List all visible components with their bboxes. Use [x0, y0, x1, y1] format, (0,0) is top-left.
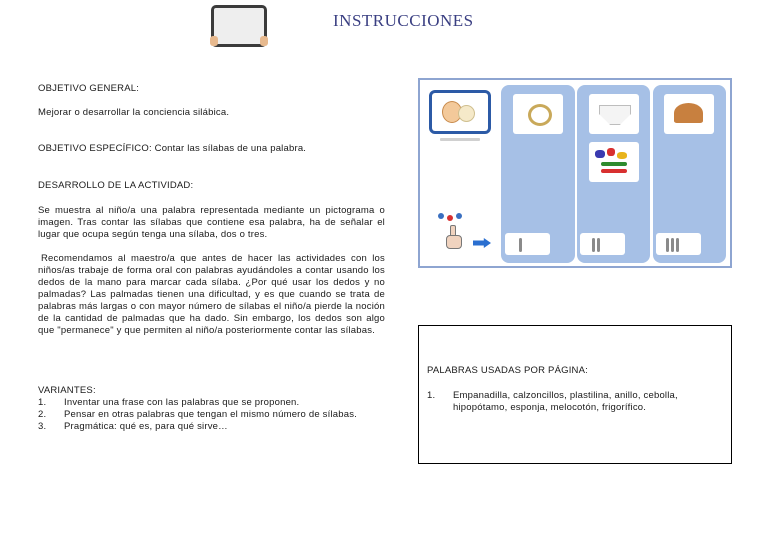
palabras-item-number: 1. [427, 390, 436, 401]
underwear-tile[interactable] [589, 94, 639, 134]
plasticine-tile[interactable] [589, 142, 639, 182]
palabras-heading: PALABRAS USADAS POR PÁGINA: [427, 365, 588, 376]
underwear-icon [599, 105, 631, 125]
page-title: INSTRUCCIONES [333, 11, 474, 30]
desarrollo-paragraph-1: Se muestra al niño/a una palabra representada mediante un pictograma o imagen. Tras contar las sílabas que contiene esa palabra, ha de señalar el lugar que ocupa según tenga una sílaba, dos o tres. [38, 205, 385, 240]
variantes-heading: VARIANTES: [38, 385, 96, 396]
list-item-number: 3. [38, 421, 47, 432]
list-item [38, 409, 357, 421]
palabras-item-text: Empanadilla, calzoncillos, plastilina, anillo, cebolla, hipopótamo, esponja, melocotón, frigorífico. [453, 390, 678, 413]
ring-tile[interactable] [513, 94, 563, 134]
selected-word-tile[interactable] [432, 93, 488, 131]
plasticine-icon [607, 148, 615, 156]
desarrollo-paragraph-2 [38, 253, 385, 337]
hand-left-icon [210, 36, 218, 46]
list-item-text: Pensar en otras palabras que tengan el mismo número de sílabas. [64, 409, 358, 420]
list-item [38, 397, 357, 409]
list-item-number: 1. [38, 397, 47, 408]
list-item-text: Inventar una frase con las palabras que se proponen. [64, 397, 300, 408]
list-item-number: 2. [38, 409, 47, 420]
empanada-icon [674, 103, 703, 123]
objetivo-general-heading: OBJETIVO GENERAL: [38, 83, 140, 94]
hand-pointer-icon [438, 213, 468, 253]
ring-icon [528, 104, 552, 126]
desarrollo-paragraph-2-text: Recomendamos al maestro/a que antes de hacer las actividades con los niños/as trabaje de forma oral con palabras ayudándoles a contar usando los dedos de la mano para marcar cada sílaba. ¿Por qué usar los dedos y no palmadas? Las palmadas tienen una dificultad, y es que cuando se trata de palabras más largas o con mayor número de sílabas el niño/a pierde la noción de la cantidad de palmadas que ha dado. Sin embargo, los dedos son algo que "permanece" y que permiten al niño/a posteriormente contar las sílabas. [38, 253, 385, 336]
objetivo-especifico-text: OBJETIVO ESPECÍFICO: Contar las sílabas de una palabra. [38, 143, 307, 154]
variantes-list [38, 397, 357, 433]
list-item [38, 421, 357, 433]
two-syllable-button[interactable] [580, 233, 625, 255]
desarrollo-heading: DESARROLLO DE LA ACTIVIDAD: [38, 180, 194, 191]
three-syllable-button[interactable] [656, 233, 701, 255]
caption-icon [440, 138, 480, 141]
objetivo-general-text: Mejorar o desarrollar la conciencia silábica. [38, 107, 230, 118]
plasticine-icon [617, 152, 627, 159]
onion-icon [458, 105, 475, 122]
list-item-text: Pragmática: qué es, para qué sirve… [64, 421, 228, 432]
tablet-icon [211, 5, 267, 47]
plasticine-icon [601, 169, 627, 173]
hand-right-icon [260, 36, 268, 46]
plasticine-icon [601, 162, 627, 166]
one-syllable-button[interactable] [505, 233, 550, 255]
plasticine-icon [595, 150, 605, 158]
empanada-tile[interactable] [664, 94, 714, 134]
